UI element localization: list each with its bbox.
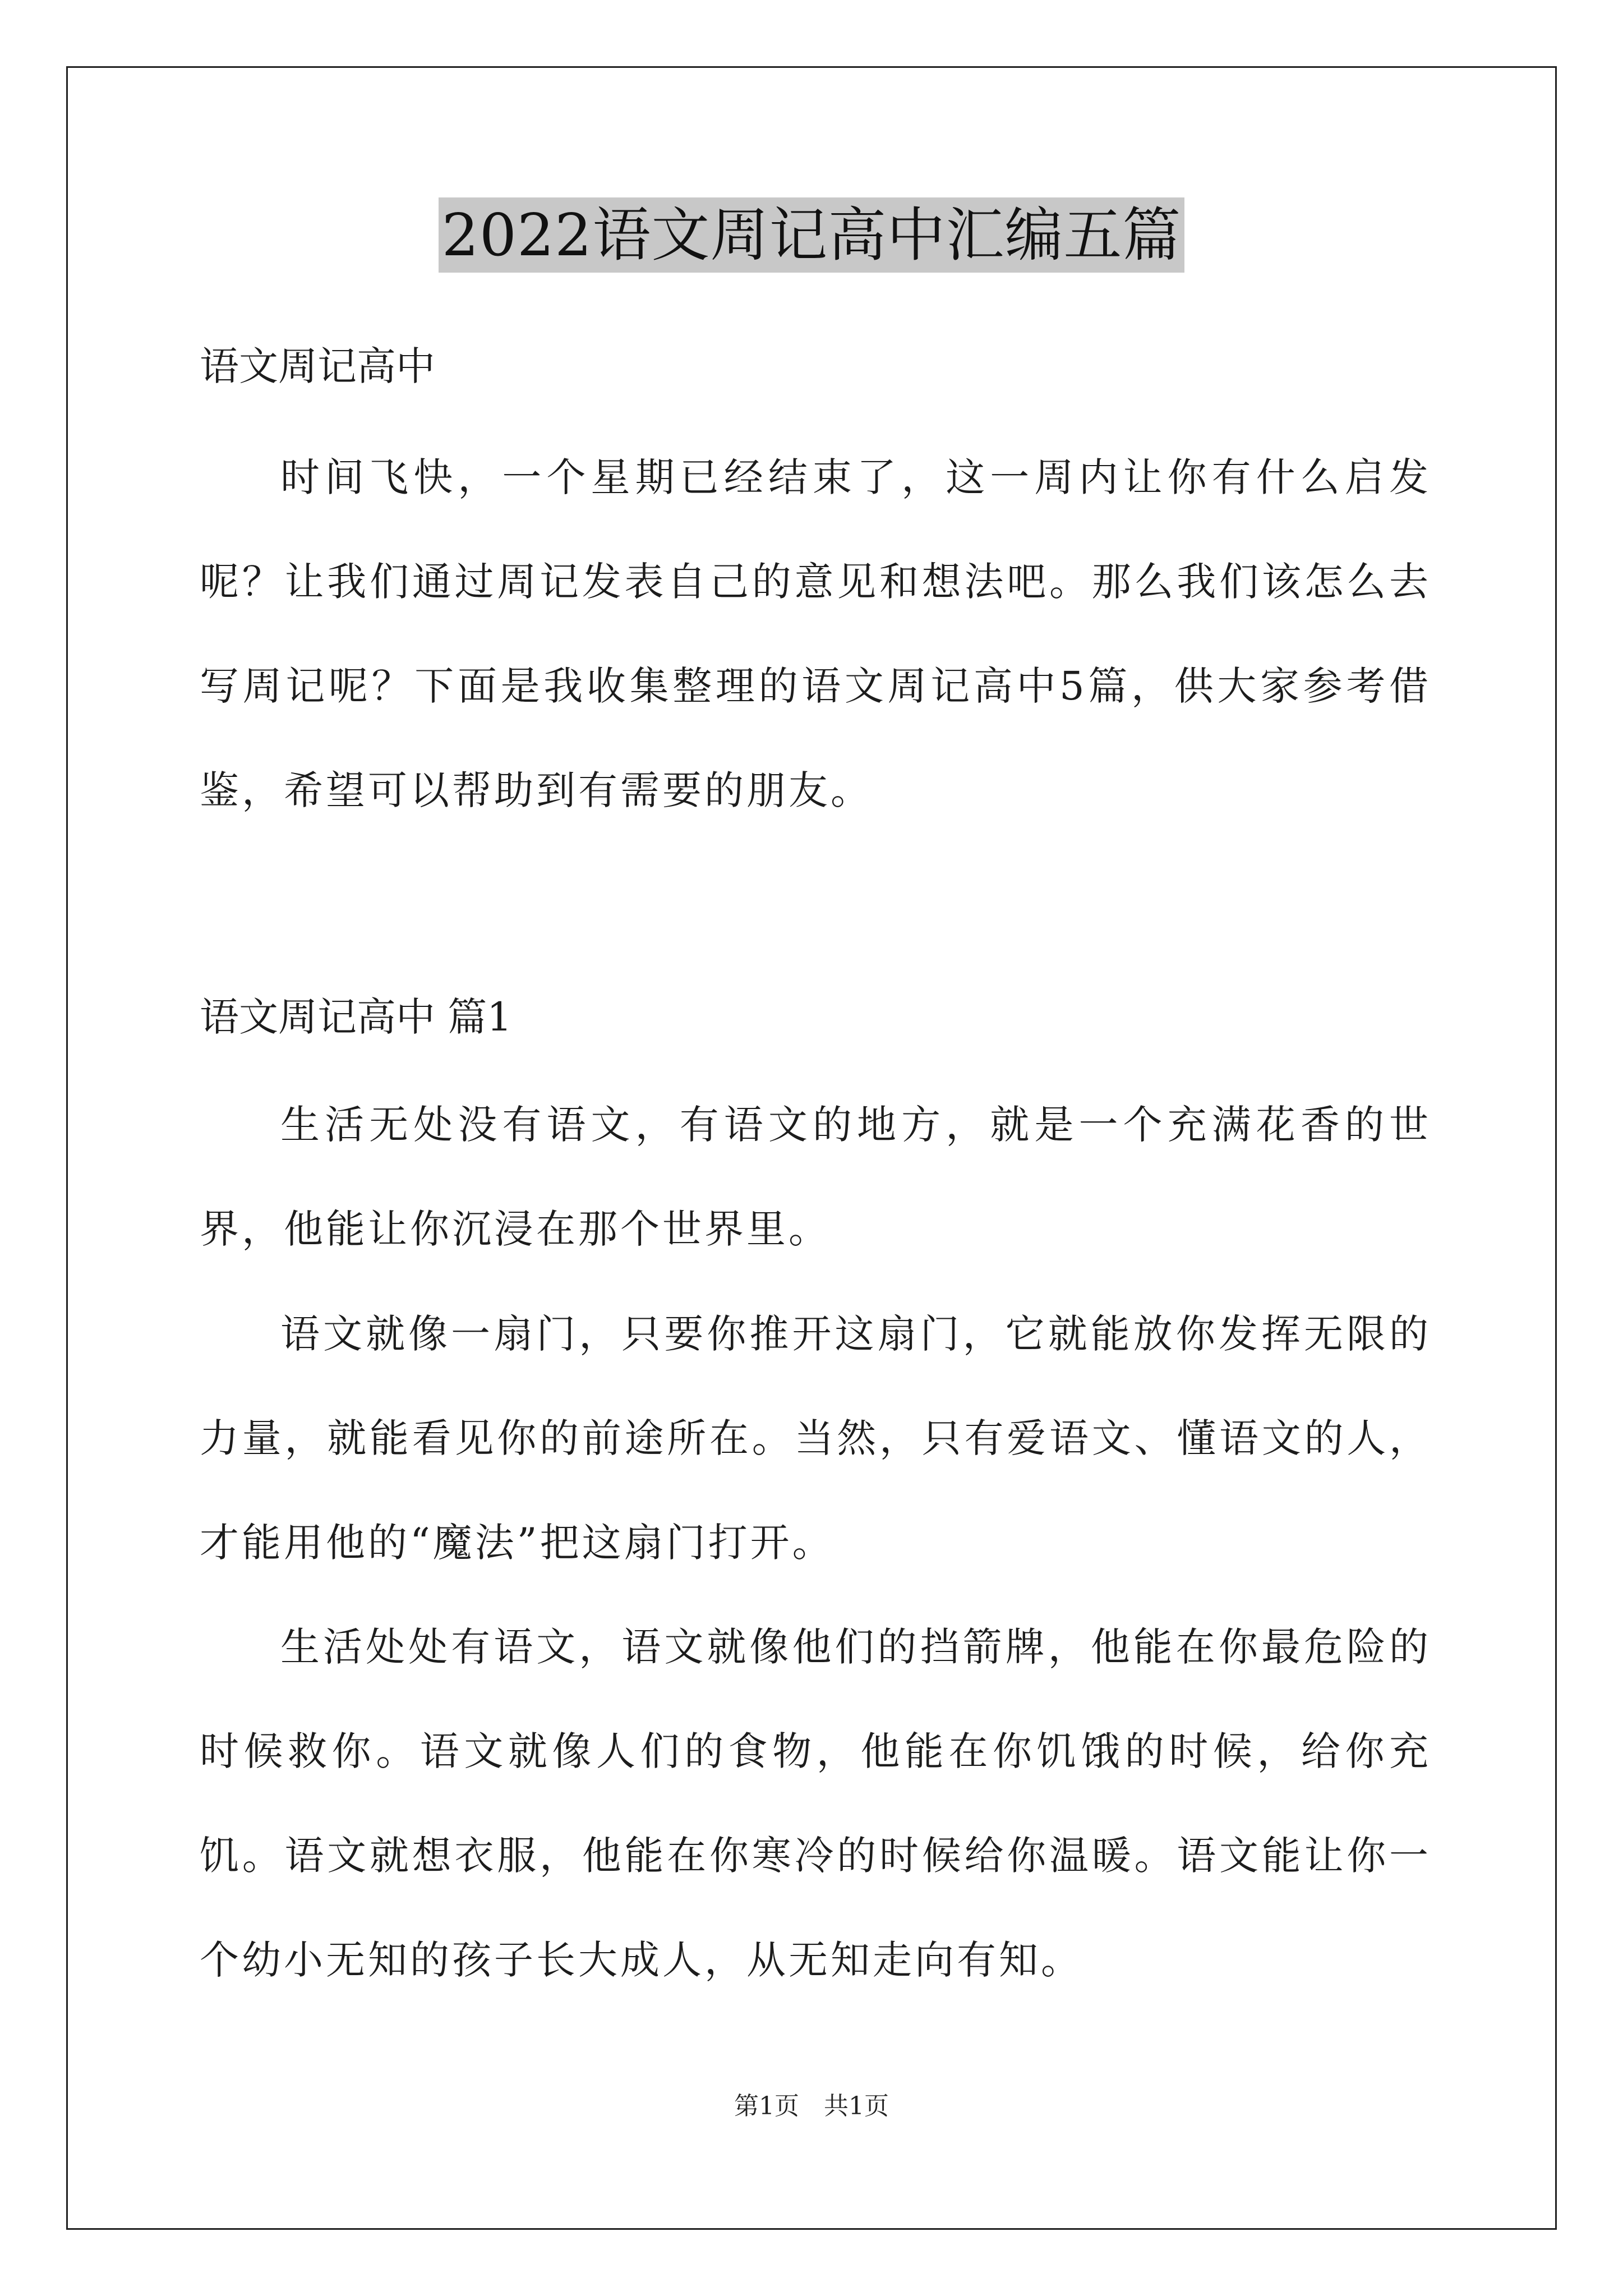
intro-heading: 语文周记高中: [200, 343, 435, 389]
document-title: 2022语文周记高中汇编五篇: [439, 197, 1185, 273]
title-container: [0, 197, 1623, 273]
page-footer: 第1页 共1页: [734, 2092, 889, 2120]
section1-paragraph-3: 生活处处有语文，语文就像他们的挡箭牌，他能在你最危险的时候救你。语文就像人们的食物，他能在你饥饿的时候，给你充饥。语文就想衣服，他能在你寒冷的时候给你温暖。语文能让你一个幼小无知的孩子长大成人，从无知走向有知。: [200, 1624, 1431, 1983]
intro-paragraph: 时间飞快，一个星期已经结束了，这一周内让你有什么启发呢？让我们通过周记发表自己的意见和想法吧。那么我们该怎么去写周记呢？下面是我收集整理的语文周记高中5篇，供大家参考借鉴，希望可以帮助到有需要的朋友。: [200, 454, 1431, 813]
section1-heading: 语文周记高中 篇1: [200, 994, 512, 1040]
section1-paragraph-1: 生活无处没有语文，有语文的地方，就是一个充满花香的世界，他能让你沉浸在那个世界里。: [200, 1102, 1431, 1252]
section1-paragraph-2: 语文就像一扇门，只要你推开这扇门，它就能放你发挥无限的力量，就能看见你的前途所在。当然，只有爱语文、懂语文的人，才能用他的“魔法”把这扇门打开。: [200, 1311, 1431, 1566]
